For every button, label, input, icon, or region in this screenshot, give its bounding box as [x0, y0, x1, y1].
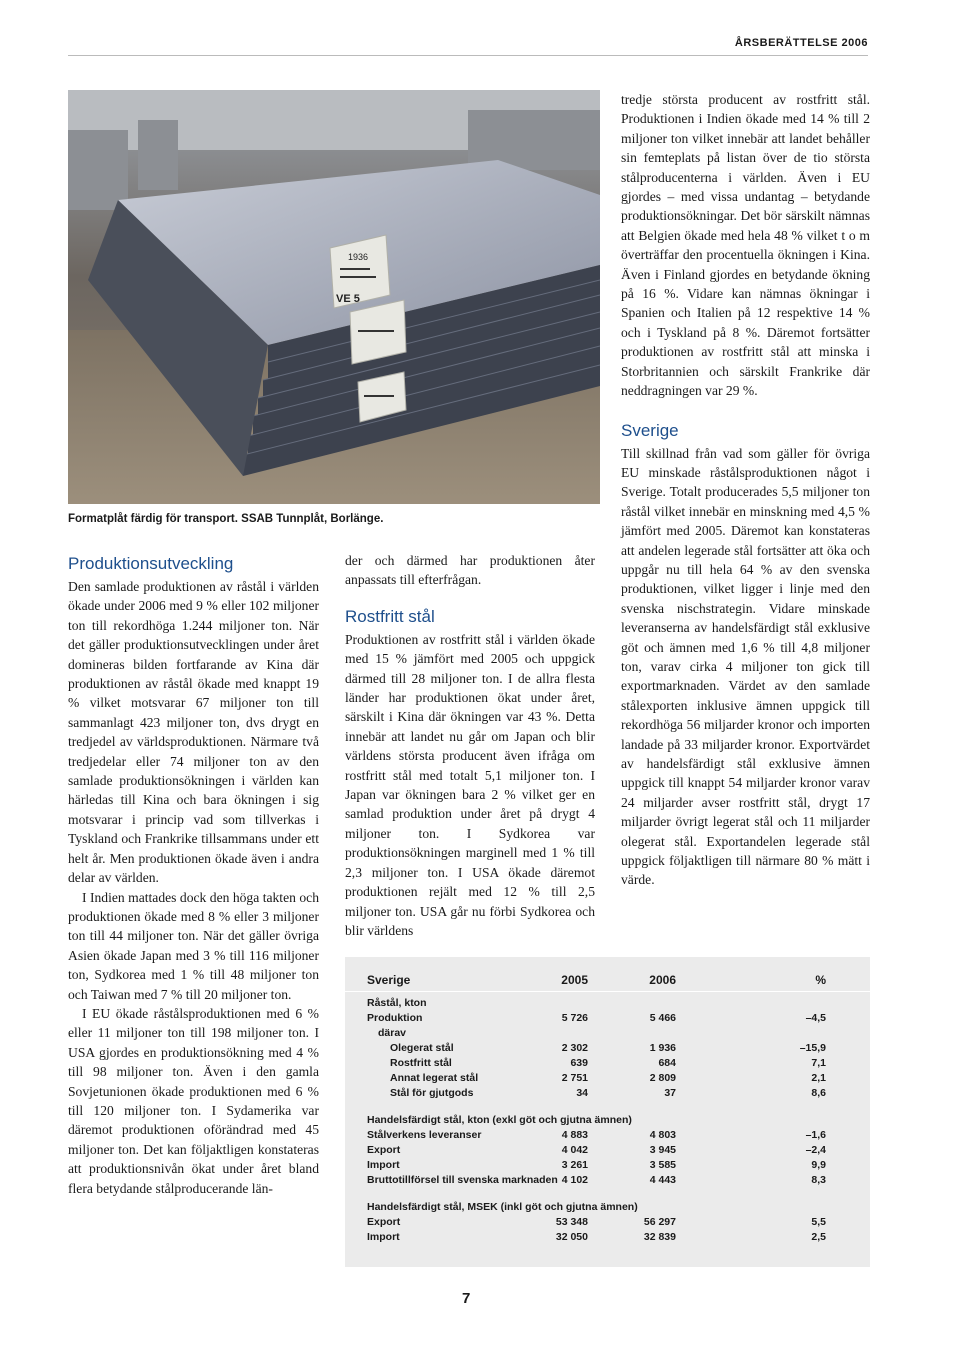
row-label: Råstål, kton: [367, 997, 427, 1009]
table-row: [345, 1027, 870, 1041]
column-produktionsutveckling: [68, 553, 319, 1198]
table-title: Sverige: [367, 973, 411, 987]
paragraph: I EU ökade råstålsproduktionen med 6 % eller 11 miljoner ton till 198 miljoner ton. I USA gjordes en produktionsökning med 4 % till 98 miljoner ton. Även i den gamla Sovjetunionen ökade produktionen med 6 % till 120 miljoner ton. I Sydamerika var däremot produktionen oförändrad med 45 miljoner ton. Det kan följaktligen konstateras att produktionsnivån ökat under året bland flera betydande stålproducerande län-: [68, 1005, 319, 1196]
table-row: [345, 1159, 870, 1173]
row-label: Rostfritt stål: [390, 1057, 452, 1069]
table-row: [345, 1129, 870, 1143]
cell-value: 56 297: [643, 1216, 676, 1228]
cell-value: 3 945: [649, 1144, 676, 1156]
row-label: Handelsfärdigt stål, kton (exkl göt och gjutna ämnen): [367, 1114, 632, 1126]
paragraph: Produktionen av rostfritt stål i världen ökade med 15 % jämfört med 2005 och uppgick därmed till 28 miljoner ton. I de allra flesta länder har produktionen ökat under året, särskilt i Kina där ökningen var 43 %. Detta innebär att landet nu går om Japan och blir världens största producent även ifråga om rostfritt stål med totalt 5,1 miljoner ton. I Japan var ökningen bara 2 % vilket ger en samlad produktion under året på drygt 4 miljoner ton. I Sydkorea var produktionsökningen marginell med 1 % till 2,3 miljoner ton. I USA ökade däremot produktionen rejält med 12 % till 2,5 miljoner ton. USA går nu förbi Sydkorea och blir världens: [345, 631, 595, 938]
cell-value: –4,5: [805, 1012, 826, 1024]
row-label: Produktion: [367, 1012, 423, 1024]
column-header-percent: %: [815, 973, 826, 987]
column-rostfritt: [345, 551, 595, 940]
row-label: Bruttotillförsel till svenska marknaden: [367, 1174, 558, 1186]
row-label: Olegerat stål: [390, 1042, 454, 1054]
cell-value: 5 466: [649, 1012, 676, 1024]
cell-value: 4 042: [561, 1144, 588, 1156]
cell-value: 4 102: [561, 1174, 588, 1186]
table-row: [345, 1201, 870, 1215]
steel-plates-illustration: [68, 90, 600, 504]
column-header-2006: 2006: [649, 973, 676, 987]
cell-value: 37: [664, 1087, 676, 1099]
row-label: Import: [367, 1231, 400, 1243]
cell-value: 7,1: [811, 1057, 826, 1069]
table-row: [345, 1231, 870, 1245]
cell-value: 639: [570, 1057, 588, 1069]
cell-value: 2,5: [811, 1231, 826, 1243]
table-row: [345, 1114, 870, 1128]
row-label: Handelsfärdigt stål, MSEK (inkl göt och gjutna ämnen): [367, 1201, 638, 1213]
cell-value: 8,6: [811, 1087, 826, 1099]
heading-sverige: Sverige: [621, 420, 679, 440]
cell-value: 32 839: [643, 1231, 676, 1243]
table-row: [345, 1057, 870, 1071]
cell-value: 1 936: [649, 1042, 676, 1054]
cell-value: –15,9: [799, 1042, 826, 1054]
cell-value: 53 348: [555, 1216, 588, 1228]
cell-value: 34: [576, 1087, 588, 1099]
cell-value: –1,6: [805, 1129, 826, 1141]
table-row: [345, 997, 870, 1011]
table-row: [345, 1042, 870, 1056]
cell-value: 4 803: [649, 1129, 676, 1141]
paragraph: Den samlade produktionen av råstål i världen ökade under 2006 med 9 % eller 102 miljoner ton till rekordhöga 1.244 miljoner ton. När det gäller produktionsutvecklingen under året domineras bilden fortfarande av Kina där produktionen av råstål ökade med knappt 19 % vilket motsvarar 67 miljoner ton till sammanlagt 423 miljoner ton, dvs drygt en tredjedel av världsproduktionen. Närmare två tredjedelar eller 74 miljoner ton av den samlade produktionsökningen i världen kan härledas till Kina och bara ökningen i sig motsvarar i princip vad som tillverkas i Tyskland och Frankrike tillsammans under ett helt år. Men produktionen ökade även i andra delar av världen.: [68, 579, 319, 886]
row-label: Annat legerat stål: [390, 1072, 479, 1084]
sverige-table: [345, 957, 870, 1267]
cell-value: 9,9: [811, 1159, 826, 1171]
figure-caption: Formatplåt färdig för transport. SSAB Tunnplåt, Borlänge.: [68, 513, 384, 525]
row-label: Export: [367, 1144, 401, 1156]
row-label: Import: [367, 1159, 400, 1171]
row-label: därav: [378, 1027, 407, 1039]
row-label: Export: [367, 1216, 401, 1228]
paragraph: tredje största producent av rostfritt stål. Produktionen i Indien ökade med 14 % till 2 miljoner ton vilket innebär att landet behåller sin femteplats på listan över de tio största stålproducenterna i världen. Även i EU gjordes – med vissa undantag – betydande produktionsökningar. Det bör särskilt nämnas att Belgien ökade med hela 48 % vilket t o m överträffar den procentuella ökningen i Kina. Även i Finland gjordes en betydande ökning på 16 %. Vidare kan nämnas ökningar i Spanien och Italien på 12 respektive 14 % och i Tyskland på 8 %. Däremot fortsätter produktionen av rostfritt stål att minska i Storbritannien och särskilt Frankrike där neddragningen var 29 %.: [621, 92, 870, 399]
cell-value: 8,3: [811, 1174, 826, 1186]
header-rule: [68, 55, 868, 56]
table-row: [345, 1174, 870, 1188]
running-head: ÅRSBERÄTTELSE 2006: [734, 37, 868, 49]
heading-produktionsutveckling: Produktionsutveckling: [68, 554, 234, 573]
column-sverige: [621, 90, 870, 890]
cell-value: 3 585: [649, 1159, 676, 1171]
table-row: [345, 1087, 870, 1101]
steel-plates-photo: [68, 90, 600, 504]
cell-value: 3 261: [561, 1159, 588, 1171]
plate-label-1936: 1936: [348, 252, 369, 262]
table-row: [345, 1216, 870, 1230]
row-label: Stål för gjutgods: [390, 1087, 474, 1099]
paragraph: I Indien mattades dock den höga takten och produktionen ökade med 8 % eller 3 miljoner ton till 44 miljoner ton. När det gäller övriga Asien ökade Japan med 3 % till 116 miljoner ton, Sydkorea med 1 % till 48 miljoner ton och Taiwan med 7 % till 20 miljoner ton.: [68, 889, 319, 1002]
cell-value: 2 809: [649, 1072, 676, 1084]
cell-value: 684: [658, 1057, 676, 1069]
cell-value: 4 883: [561, 1129, 588, 1141]
cell-value: 5 726: [561, 1012, 588, 1024]
table-row: [345, 1012, 870, 1026]
cell-value: 4 443: [649, 1174, 676, 1186]
paragraph: der och därmed har produktionen åter anpassats till efterfrågan.: [345, 553, 595, 588]
cell-value: 2,1: [811, 1072, 826, 1084]
cell-value: 2 751: [561, 1072, 588, 1084]
row-label: Stålverkens leveranser: [367, 1129, 482, 1141]
page-number: 7: [462, 1290, 471, 1307]
table-header: [345, 957, 870, 992]
cell-value: –2,4: [805, 1144, 826, 1156]
heading-rostfritt-stal: Rostfritt stål: [345, 606, 435, 626]
table-row: [345, 1144, 870, 1158]
cell-value: 2 302: [561, 1042, 588, 1054]
cell-value: 32 050: [555, 1231, 588, 1243]
paragraph: Till skillnad från vad som gäller för övriga EU minskade råstålsproduktionen något i Sverige. Totalt producerades 5,5 miljoner ton råstål vilket innebär en minskning med 4,5 % jämfört med 2005. Däremot kan konstateras att andelen legerade stål fortsätter att öka och uppgår nu till hela 64 % av den svenska produktionen, vilket ligger i linje med den svenska nischstrategin. Vidare minskade leveranserna av handelsfärdigt stål exklusive göt och ämnen med 1,6 % till 4,8 miljoner ton, varav cirka 4 miljoner ton gick till exportmarknaden. Värdet av den samlade stålexporten inklusive ämnen uppgick till rekordhöga 56 miljarder kronor och importen landade på 33 miljarder kronor. Exportvärdet av handelsfärdigt stål exklusive ämnen uppgick till knappt 54 miljarder kronor varav 24 miljarder avser rostfritt stål, drygt 17 miljarder övrigt legerat stål och 11 miljarder olegerat stål. Exportandelen legerade stål uppgick följaktligen till närmare 80 % mätt i värde.: [621, 445, 870, 888]
column-header-2005: 2005: [561, 973, 588, 987]
table-row: [345, 1072, 870, 1086]
cell-value: 5,5: [811, 1216, 826, 1228]
plate-label-ve5: VE 5: [336, 293, 360, 305]
